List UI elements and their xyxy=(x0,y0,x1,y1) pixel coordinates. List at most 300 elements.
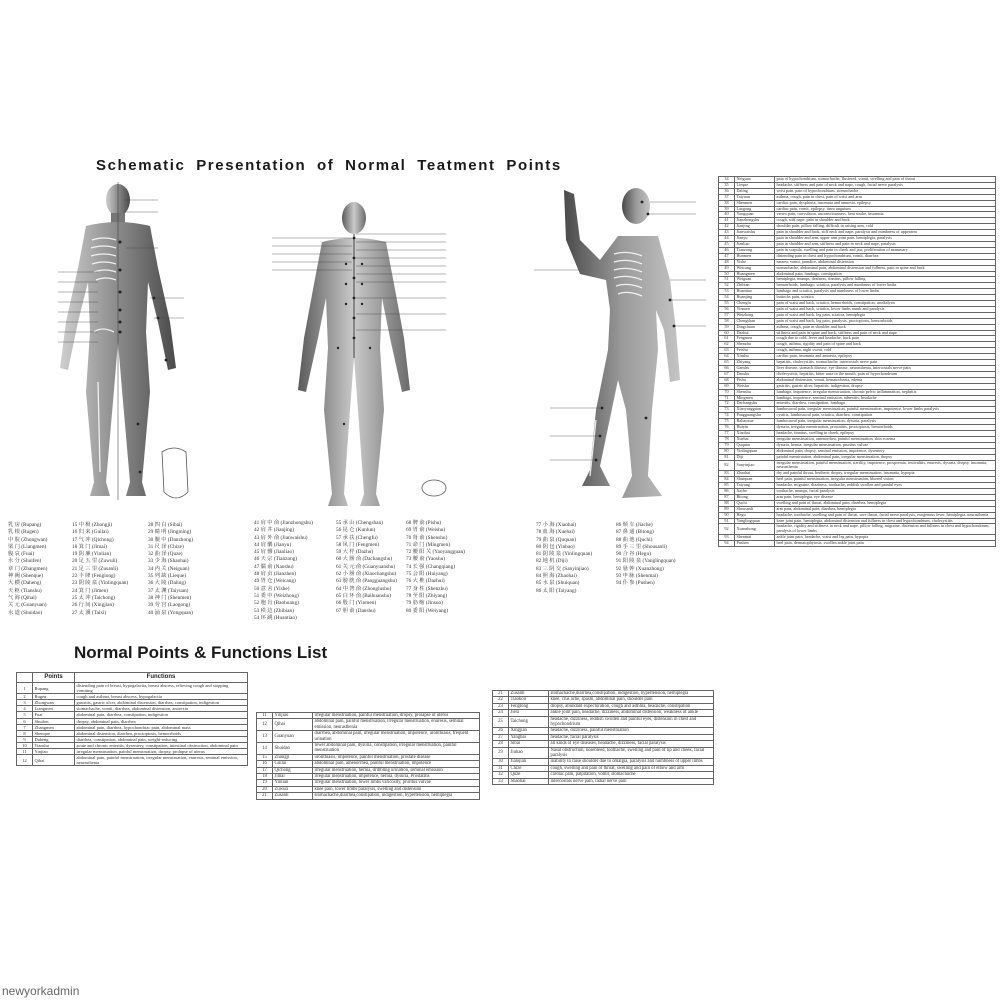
point-number: 81 xyxy=(719,454,735,460)
point-number: 18 xyxy=(257,774,273,780)
point-name: Xuanzhong xyxy=(735,524,775,535)
point-name: Jiuhao xyxy=(509,747,549,759)
point-name: Shenmen xyxy=(735,200,775,206)
point-number: 26 xyxy=(493,728,509,734)
point-name: Weiguan xyxy=(735,277,775,283)
point-name: Huantiao xyxy=(735,289,775,295)
legend-item: 79 筋 缩 (Jinsuo) xyxy=(406,600,443,607)
point-function: pain of waist and back, leg pain, paralysis, proctoptosis, hemorrhoids xyxy=(775,318,996,324)
legend-item: 83 三 阴 交 (Sanyinjiao) xyxy=(536,565,589,572)
point-name: Shenzhu xyxy=(735,342,775,348)
legend-item: 36 大 陵 (Daling) xyxy=(148,580,186,587)
legend-item: 77 身 柱 (Shenzhu) xyxy=(406,585,448,592)
table-row xyxy=(719,460,996,471)
legend-item: 64 中 膂 俞 (Zhonglushu) xyxy=(336,585,392,592)
point-function: cystitis, lumbosacral pain, sciatica, diarrhea, constipation xyxy=(775,413,996,419)
legend-item: 中 脘 (Zhongwan) xyxy=(8,536,48,543)
legend-item: 乳 根 (Rugen) xyxy=(8,529,39,536)
point-name: Chengshan xyxy=(735,318,775,324)
point-name: Jiexi xyxy=(509,710,549,716)
point-number: 3 xyxy=(17,700,33,706)
point-number: 67 xyxy=(719,371,735,377)
point-function: pain in shoulder and arm, upper arm joint pain, hemiplegia, paralysis xyxy=(775,236,996,242)
point-function: urolithiasis, impotence, painful menstruation, prostate disease xyxy=(313,754,480,760)
point-name: Xinshu xyxy=(735,354,775,360)
point-function: abdominal pain, painful menstruation, irregular menstruation, enuresis, seminal emission, neurasthenia xyxy=(75,755,248,766)
legend-item: 28 四 白 (Sibai) xyxy=(148,522,183,528)
table-row xyxy=(17,683,248,694)
point-number: 19 xyxy=(257,780,273,786)
point-function: dysuria, irregular menstruation, prostatitis, proctoptosis, hemorrhoids xyxy=(775,425,996,431)
point-number: 73 xyxy=(719,407,735,413)
point-function: lower abdominal pain, dysuria, constipation, irregular menstruation, painful menstruation xyxy=(313,743,480,755)
point-number: 50 xyxy=(719,271,735,277)
point-function: irregular menstruation, hernia, dribbling urination, seminal emission xyxy=(313,767,480,773)
point-name: Zhongji xyxy=(273,754,313,760)
legend-col-8 xyxy=(616,522,676,588)
point-number: 9 xyxy=(17,736,33,742)
point-name: Guilai xyxy=(273,761,313,767)
point-name: Jianliao xyxy=(735,241,775,247)
table-body xyxy=(17,683,248,766)
point-number: 59 xyxy=(719,324,735,330)
point-name: Jianzhongshu xyxy=(735,218,775,224)
header-functions: Functions xyxy=(75,673,248,683)
legend-item: 68 脾 俞 (Pishu) xyxy=(406,520,442,526)
point-number: 25 xyxy=(493,716,509,728)
point-number: 51 xyxy=(719,277,735,283)
point-number: 24 xyxy=(493,710,509,716)
point-number: 86 xyxy=(719,489,735,495)
point-name: Daheng xyxy=(33,736,75,742)
point-number: 7 xyxy=(17,724,33,730)
point-name: Baliaoxue xyxy=(735,419,775,425)
legend-item: 85 水 泉 (Shuiquan) xyxy=(536,580,580,587)
point-function: stomachache, abdominal pain, abdominal distension and fullness, pain in spine and back xyxy=(775,265,996,271)
point-function: stomachache,diarrhea,constipation, indigestion, hypertension, hemiplegia xyxy=(313,793,480,799)
legend-item: 乳 房 (Rupang) xyxy=(8,522,42,528)
point-number: 13 xyxy=(257,731,273,743)
point-number: 92 xyxy=(719,524,735,535)
point-function: hemorrhoids, lumbago, sciatica, paralysis and numbness of lower limbs xyxy=(775,283,996,289)
point-name: Tianzong xyxy=(735,247,775,253)
point-number: 57 xyxy=(719,312,735,318)
legend-item: 21 足 三 里 (Zusanli) xyxy=(72,565,118,572)
legend-item: 水 分 (Shuifen) xyxy=(8,558,42,565)
point-name: Sibai xyxy=(509,741,549,747)
point-number: 27 xyxy=(493,734,509,740)
point-name: Sanyinjiao xyxy=(735,460,775,471)
legend-item: 22 丰 隆 (Fenglong) xyxy=(72,573,116,580)
point-number: 62 xyxy=(719,342,735,348)
point-name: Mingmen xyxy=(735,395,775,401)
point-function: pain of hypochondrium, stomachache, flustered, vomit, swelling and pain of throat xyxy=(775,177,996,183)
point-number: 71 xyxy=(719,395,735,401)
point-number: 54 xyxy=(719,295,735,301)
point-number: 41 xyxy=(719,218,735,224)
point-function: headache, migraine, dizziness, toothache, reddish swollen and painful eyes xyxy=(775,483,996,489)
point-number: 65 xyxy=(719,360,735,366)
legend-item: 49 胃 仓 (Weicang) xyxy=(254,578,296,585)
point-number: 33 xyxy=(493,778,509,784)
legend-item: 26 行 间 (Xingjian) xyxy=(72,602,114,609)
point-name: Weizhong xyxy=(735,312,775,318)
point-function: headache, dizziness, reddish swollen and painful eyes, distension in chest and hypochondrium xyxy=(549,716,714,728)
point-name: Bitong xyxy=(735,494,775,500)
point-name: Laogong xyxy=(735,206,775,212)
point-number: 44 xyxy=(719,236,735,242)
point-function: lumbago and sciatica, paralysis and numbness of lower limbs xyxy=(775,289,996,295)
point-function: acute and chronic enteritis, dysentery, constipation, intestinal obstruction, abdominal pain xyxy=(75,742,248,748)
point-number: 89 xyxy=(719,506,735,512)
legend-item: 34 内 关 (Neiguan) xyxy=(148,565,190,572)
point-function: lumbosacral pain, irregular menstruation, painful menstruation, impotence, lower limbs paralysis xyxy=(775,407,996,413)
point-number: 94 xyxy=(719,541,735,547)
point-function: pain of waist and back, leg pain, sciatica, hemiplegia xyxy=(775,312,996,318)
point-function: diarrhea, constipation, abdominal pain, weight-reducing xyxy=(75,736,248,742)
point-function: asthma, cough, pain in shoulder and back xyxy=(775,324,996,330)
legend-item: 20 足 五 里 (Zuwuli) xyxy=(72,558,118,565)
legend-item: 32 曲 泽 (Quze) xyxy=(148,551,183,558)
point-number: 5 xyxy=(17,712,33,718)
table-row xyxy=(257,743,480,755)
point-number: 66 xyxy=(719,366,735,372)
point-name: Jimai xyxy=(273,774,313,780)
point-function: pain of waist and back, sciatica, lower limbs numb and paralysis xyxy=(775,306,996,312)
legend-item: 78 血 海 (Xuehai) xyxy=(536,529,575,536)
table-body xyxy=(493,691,714,785)
point-name: Neiguan xyxy=(735,177,775,183)
table-body xyxy=(257,713,480,800)
legend-item: 46 天 宗 (Tianzong) xyxy=(254,556,298,563)
point-name: Shaohai xyxy=(509,778,549,784)
point-number: 76 xyxy=(719,425,735,431)
legend-item: 61 关 元 俞 (Guanyuanshu) xyxy=(336,563,396,570)
point-name: Yinmen xyxy=(735,306,775,312)
legend-item: 76 大 椎 (Dazhui) xyxy=(406,578,445,585)
point-number: 23 xyxy=(493,703,509,709)
legend-item: 19 阴 廉 (Yinlian) xyxy=(72,551,111,558)
point-function: pain in shoulder and back, stiff neck and nape, paralysis and numbness of upperarm xyxy=(775,230,996,236)
legend-item: 79 曲 泉 (Ququan) xyxy=(536,536,577,543)
point-function: inability to raise shoulder due to omalgia, paralysis and numbness of upper limbs xyxy=(549,759,714,765)
point-name: Zhaohai xyxy=(735,471,775,477)
legend-item: 75 会 阳 (Huiyang) xyxy=(406,571,448,578)
point-number: 72 xyxy=(719,401,735,407)
point-name: Diji xyxy=(735,454,775,460)
point-function: vertex pain, convulsion, unconsciousness, heat stroke, insomnia xyxy=(775,212,996,218)
point-name: Pushen xyxy=(735,541,775,547)
point-function: irregular menstruation, painful menstruation, dropsy, prolapse of uterus xyxy=(75,749,248,755)
point-number: 63 xyxy=(719,348,735,354)
legend-item: 62 小 肠 俞 (Xiaochangshu) xyxy=(336,571,397,578)
legend-item: 60 大 肠 俞 (Dachangshu) xyxy=(336,556,393,563)
point-function: liver disease, stomach disease, eye disease, neurasthenia, intercostals nerve pain xyxy=(775,366,996,372)
points-table-2 xyxy=(256,712,480,800)
header-points: Points xyxy=(33,673,75,683)
point-name: Taiyang xyxy=(735,483,775,489)
point-function: cough due to cold, fever and headache, back pain xyxy=(775,336,996,342)
point-number: 37 xyxy=(719,194,735,200)
legend-item: 27 太 溪 (Taixi) xyxy=(72,609,107,616)
side-body-figure xyxy=(530,180,710,510)
legend-item: 53 秩 边 (Zhibian) xyxy=(254,607,294,614)
point-name: Chengfu xyxy=(735,301,775,307)
point-number: 12 xyxy=(17,755,33,766)
point-name: Shenshu xyxy=(735,389,775,395)
point-function: dropsy, abundant expectoration, cough and asthma, headache, constipation xyxy=(549,703,714,709)
point-name: Huiyin xyxy=(735,425,775,431)
point-function: Nasal obstruction, nosebleed, toothache, swelling and pain of lip and cheek, facial paralysis xyxy=(549,747,714,759)
point-name: Zhangmen xyxy=(33,724,75,730)
legend-item: 78 至 阳 (Zhiyang) xyxy=(406,592,448,599)
point-name: Tianshu xyxy=(33,742,75,748)
legend-item: 大 横 (Daheng) xyxy=(8,580,42,587)
legend-item: 天 枢 (Tianshu) xyxy=(8,587,42,594)
point-function: buttocks pain, sciatica xyxy=(775,295,996,301)
point-name: Zusanli xyxy=(273,793,313,799)
legend-item: 94 仆 参 (Pushen) xyxy=(616,580,655,587)
legend-item: 93 申 脉 (Shenmai) xyxy=(616,573,658,580)
point-function: knee joint pain, hemiplegia, abdominal distension and fullness in chest and hypochondrium, cholecystitis xyxy=(775,518,996,524)
legend-item: 70 肾 俞 (Shenshu) xyxy=(406,534,448,541)
point-number: 49 xyxy=(719,265,735,271)
point-function: stiffness and pain in spine and back, stiffness and pain of neck and nape xyxy=(775,330,996,336)
point-name: Yanglingquan xyxy=(735,518,775,524)
point-name: Qihai xyxy=(273,719,313,731)
point-number: 74 xyxy=(719,413,735,419)
legend-item: 66 殷 门 (Yinmen) xyxy=(336,600,377,607)
point-function: irregular menstruation, impotence, hernia, dysuria, Prostatitis xyxy=(313,774,480,780)
point-name: Xiaoyangguan xyxy=(735,407,775,413)
legend-item: 31 尺 泽 (Chize) xyxy=(148,543,184,550)
point-name: Jianyu xyxy=(735,236,775,242)
point-name: Guanyuan xyxy=(273,731,313,743)
point-number: 11 xyxy=(17,749,33,755)
point-function: abdominal pain, diarrhea, hypochondriac pain, abdominal mass xyxy=(75,724,248,730)
point-name: Yinlian xyxy=(273,780,313,786)
legend-item: 73 腰 俞 (Yaoshu) xyxy=(406,556,446,563)
legend-item: 86 颊 车 (Jiache) xyxy=(616,522,653,528)
point-name: Rupang xyxy=(33,683,75,694)
legend-item: 38 神 门 (Shenmen) xyxy=(148,594,192,601)
point-number: 21 xyxy=(257,793,273,799)
legend-item: 29 睛 明 (Jingming) xyxy=(148,529,192,536)
point-number: 34 xyxy=(719,177,735,183)
point-function: cough, asthma, rigidity and pain of spine and back xyxy=(775,342,996,348)
point-number: 70 xyxy=(719,389,735,395)
point-name: Fengmen xyxy=(735,336,775,342)
point-name: Chize xyxy=(509,765,549,771)
point-number: 10 xyxy=(17,742,33,748)
point-number: 68 xyxy=(719,377,735,383)
point-number: 28 xyxy=(493,741,509,747)
point-name: Shenmai xyxy=(735,535,775,541)
point-name: Shuiquan xyxy=(735,477,775,483)
point-number: 75 xyxy=(719,419,735,425)
point-function: headache, rigidity and stiffness in neck and nape, pillow falling, migraine, distension and fullness in chest and hypochondrium, paralysis of lower limbs xyxy=(775,524,996,535)
table-row xyxy=(257,793,480,799)
point-name: Quze xyxy=(509,772,549,778)
point-function: arm pain, hemiplegia, eye disease xyxy=(775,494,996,500)
point-function: lumbago, impotence, irregular menstruation, chronic pelvic inflammation, nephritis xyxy=(775,389,996,395)
legend-item: 24 箕 门 (Jimen) xyxy=(72,587,109,594)
points-table-4 xyxy=(718,176,996,547)
point-function: headache, tinnitus, swelling in cheek, epilepsy xyxy=(775,430,996,436)
legend-item: 87 鼻 通 (Bitong) xyxy=(616,529,654,536)
point-name: Qichong xyxy=(273,767,313,773)
point-function: headache, stiffness and pain of neck and nape, cough, facial nerve paralysis xyxy=(775,182,996,188)
point-name: Quchi xyxy=(735,500,775,506)
point-name: Jianjing xyxy=(735,224,775,230)
legend-item: 89 手 三 里 (Shousanli) xyxy=(616,543,667,550)
point-function: diarrhea, abdominal pain, irregular menstruation, impotence, urolithiasis, frequent urination xyxy=(313,731,480,743)
point-name: Shuifen xyxy=(33,718,75,724)
table-row xyxy=(493,703,714,709)
point-number: 15 xyxy=(257,754,273,760)
header-no xyxy=(17,673,33,683)
point-number: 69 xyxy=(719,383,735,389)
back-body-figure xyxy=(262,198,458,510)
legend-item: 71 命 门 (Mingmen) xyxy=(406,541,450,548)
point-name: Dingchuan xyxy=(735,324,775,330)
point-function: dysuria, hernia, irregular menstruation, pruritus vulvae xyxy=(775,442,996,448)
legend-item: 39 劳 宫 (Laogong) xyxy=(148,602,191,609)
point-name: Weishu xyxy=(735,383,775,389)
point-number: 79 xyxy=(719,442,735,448)
legend-col-6 xyxy=(406,520,465,615)
legend-item: 80 阴 包 (Yinbao) xyxy=(536,543,575,550)
point-number: 48 xyxy=(719,259,735,265)
point-name: Fenglong xyxy=(509,703,549,709)
point-name: Tiaokou xyxy=(509,697,549,703)
point-function: intercostals nerve pain, radial nerve pain xyxy=(549,778,714,784)
table-header-row xyxy=(17,673,248,683)
legend-item: 88 曲 池 (Quchi) xyxy=(616,536,653,543)
legend-item: 41 肩 中 俞 (Jianzhongshu) xyxy=(254,520,313,526)
point-name: Shuidao xyxy=(273,743,313,755)
legend-item: 45 肩 髎 (Jianliao) xyxy=(254,549,294,556)
front-body-figure xyxy=(58,182,218,512)
legend-item: 35 列 缺 (Lieque) xyxy=(148,573,187,580)
point-number: 56 xyxy=(719,306,735,312)
point-number: 40 xyxy=(719,212,735,218)
point-name: Hunmen xyxy=(735,253,775,259)
legend-col-4 xyxy=(254,520,313,622)
point-function: shoulder pain, pillow falling, difficult in raising arm, cold xyxy=(775,224,996,230)
point-name: Feishu xyxy=(735,348,775,354)
point-name: Ganshu xyxy=(735,366,775,372)
point-function: abdominal pain, amenorrhea, painful menstruation, impotence xyxy=(313,761,480,767)
point-number: 32 xyxy=(493,772,509,778)
table-row xyxy=(17,700,248,706)
point-name: Zhongwan xyxy=(33,700,75,706)
point-name: Yinjiao xyxy=(33,749,75,755)
table-row xyxy=(493,716,714,728)
point-number: 36 xyxy=(719,188,735,194)
point-function: pain in shoulder and arm, stiffness and pain in neck and nape, paralysis xyxy=(775,241,996,247)
legend-col-1 xyxy=(8,522,47,617)
table-body xyxy=(719,177,996,547)
table-row xyxy=(719,524,996,535)
point-function: cough and asthma, breast abscess, hypogalactia xyxy=(75,694,248,700)
point-function: cough, stiff nape, pain in shoulder and back xyxy=(775,218,996,224)
legend-item: 梁 门 (Liangmen) xyxy=(8,543,47,550)
point-function: headache, facial paralysis xyxy=(549,734,714,740)
legend-item: 气 海 (Qihai) xyxy=(8,594,37,601)
point-number: 87 xyxy=(719,494,735,500)
point-number: 80 xyxy=(719,448,735,454)
point-name: Huanjing xyxy=(735,295,775,301)
point-function: abdominal pain, lumbago, constipation xyxy=(775,271,996,277)
point-function: cough, swelling and pain of throat, swelling and pain of elbow and arm xyxy=(549,765,714,771)
point-name: Hegu xyxy=(735,512,775,518)
point-number: 31 xyxy=(493,765,509,771)
point-number: 64 xyxy=(719,354,735,360)
legend-item: 16 归 来 (Guilai) xyxy=(72,529,109,536)
legend-col-5 xyxy=(336,520,397,615)
point-function: abdominal pain, diarrhea, constipation, indigestion xyxy=(75,712,248,718)
point-number: 14 xyxy=(257,743,273,755)
table-row xyxy=(257,719,480,731)
point-name: Pishu xyxy=(735,377,775,383)
point-function: enteritis, diarrhea, constipation, lumbago xyxy=(775,401,996,407)
point-function: headache, dizziness, painful menstruation xyxy=(549,728,714,734)
point-name: Rugen xyxy=(33,694,75,700)
legend-item: 92 悬 钟 (Xuanzhong) xyxy=(616,565,664,572)
legend-item: 86 太 阳 (Taiyang) xyxy=(536,587,577,594)
point-name: Yangbai xyxy=(509,734,549,740)
legend-item: 47 臑 俞 (Naoshu) xyxy=(254,563,294,570)
point-function: stomachache, vomit, diarrhea, abdominal distension, anorexia xyxy=(75,706,248,712)
watermark-text: newyorkadmin xyxy=(2,984,80,998)
point-name: Zhibian xyxy=(735,283,775,289)
point-number: 22 xyxy=(493,697,509,703)
point-name: Xingjian xyxy=(509,728,549,734)
point-number: 88 xyxy=(719,500,735,506)
point-number: 17 xyxy=(257,767,273,773)
legend-item: 51 委 中 (Weizhong) xyxy=(254,592,299,599)
legend-item: 40 涌 泉 (Yongquan) xyxy=(148,609,193,616)
point-name: Dazhui xyxy=(735,330,775,336)
legend-item: 神 阙 (Shenque) xyxy=(8,573,44,580)
point-number: 11 xyxy=(257,713,273,719)
point-function: ankle joint pain, headache, dizziness, abdominal distension, weakness of ankle xyxy=(549,710,714,716)
point-name: Danshu xyxy=(735,371,775,377)
point-number: 6 xyxy=(17,718,33,724)
point-function: arm pain, abdominal pain, diarrhea, hemiplegia xyxy=(775,506,996,512)
point-function: gastritis, gastric ulcer, hepatitis, indigestion, dropsy xyxy=(775,383,996,389)
point-function: headache, toothache, swelling and pain of throat, sore throat, facial nerve paralysis, exogenous fever, hemiplegia, neurasthenia xyxy=(775,512,996,518)
legend-item: 15 中 极 (Zhongji) xyxy=(72,522,113,528)
legend-item: 84 照 海 (Zhaohai) xyxy=(536,573,577,580)
point-function: heel pain, dermatophytosis, swollen ankle joint pain xyxy=(775,541,996,547)
point-function: cardiac pain, vomit, epilepsy, tinea unguium xyxy=(775,206,996,212)
point-name: Liangmen xyxy=(33,706,75,712)
point-name: Yinlingquan xyxy=(735,448,775,454)
legend-item: 44 肩 髃 (Jianyu) xyxy=(254,541,292,548)
legend-item: 25 太 冲 (Taichong) xyxy=(72,594,116,601)
point-number: 84 xyxy=(719,477,735,483)
point-number: 21 xyxy=(493,691,509,697)
legend-item: 50 意 舍 (Yishe) xyxy=(254,585,290,592)
table-row xyxy=(493,747,714,759)
point-function: swelling and pain of throat, abdominal pain, diarrhea, hemiplegia xyxy=(775,500,996,506)
point-function: cholecystitis, hepatitis, bitter taste in the mouth, pain of hypochondrium xyxy=(775,371,996,377)
point-name: Qihai xyxy=(33,755,75,766)
point-name: Jianqian xyxy=(509,759,549,765)
point-number: 20 xyxy=(257,786,273,792)
